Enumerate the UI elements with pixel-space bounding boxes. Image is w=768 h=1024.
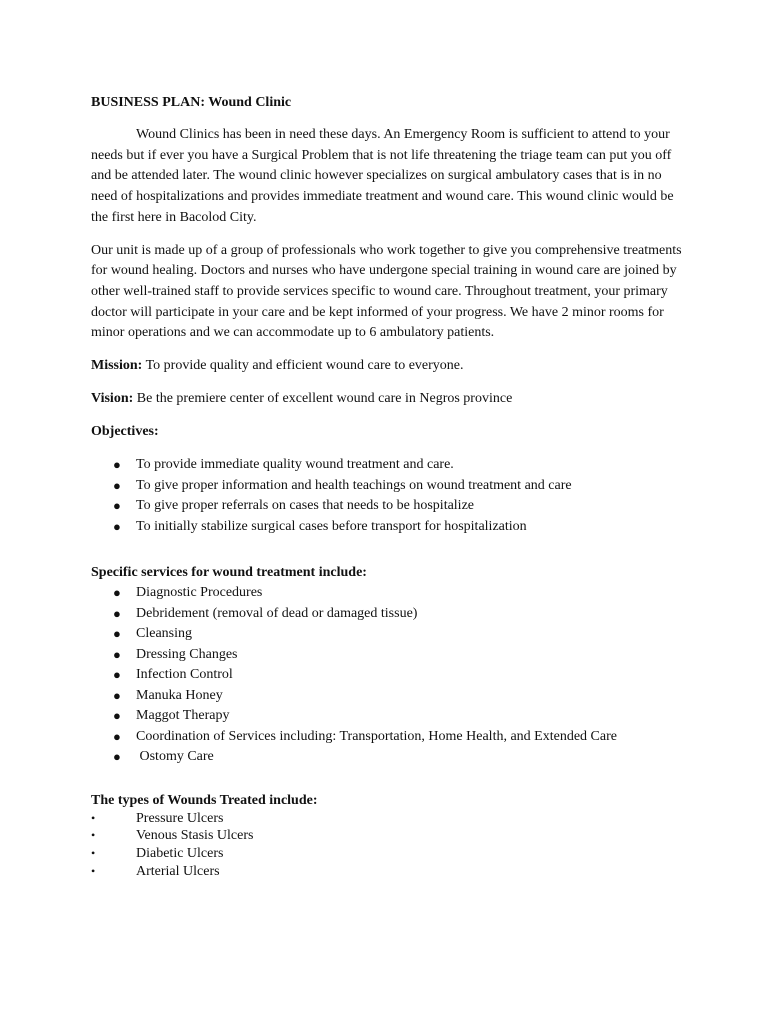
mission-text: To provide quality and efficient wound care to everyone. — [145, 358, 464, 374]
wound-types-list — [91, 810, 691, 881]
list-item: ● Coordination of Services including: Transportation, Home Health, and Extended Care — [91, 727, 691, 748]
bullet-icon: ● — [113, 708, 121, 724]
list-item: ● Debridement (removal of dead or damaged tissue) — [91, 604, 691, 625]
bullet-icon: • — [91, 810, 96, 825]
list-item: • Pressure Ulcers — [91, 810, 224, 826]
unit-paragraph: Our unit is made up of a group of professionals who work together to give you comprehensive treatments for wound healing. Doctors and nurses who have undergone special training in wound care are joined by other well-trained staff to provide services specific to wound care. Throughout treatment, your primary doctor will participate in your care and be kept informed of your progress. We have 2 minor rooms for minor operations and we can accommodate up to 6 ambulatory patients. — [91, 242, 682, 341]
bullet-icon: ● — [113, 477, 121, 493]
list-item: • Diabetic Ulcers — [91, 846, 224, 862]
bullet-icon: ● — [113, 585, 121, 601]
bullet-icon: ● — [113, 518, 121, 534]
list-item: ● Dressing Changes — [91, 645, 691, 666]
bullet-icon: ● — [113, 667, 121, 683]
list-item: • Venous Stasis Ulcers — [91, 828, 254, 844]
mission-label: Mission: — [91, 358, 143, 374]
vision-label: Vision: — [91, 391, 134, 407]
list-item: ● Infection Control — [91, 665, 691, 686]
bullet-icon: ● — [113, 498, 121, 514]
bullet-icon: • — [91, 828, 96, 843]
objectives-list — [91, 455, 691, 537]
list-item: ● Diagnostic Procedures — [91, 583, 691, 604]
list-item: ● To give proper information and health teachings on wound treatment and care — [91, 476, 691, 497]
list-item: ● Ostomy Care — [91, 747, 691, 768]
wound-types-heading: The types of Wounds Treated include: — [91, 792, 318, 808]
bullet-icon: ● — [113, 687, 121, 703]
bullet-icon: ● — [113, 646, 121, 662]
list-item: ● Cleansing — [91, 624, 691, 645]
list-item: ● Maggot Therapy — [91, 706, 691, 727]
intro-paragraph: Wound Clinics has been in need these days. An Emergency Room is sufficient to attend to your needs but if ever you have a Surgical Problem that is not life threatening the triage team can put you off and be attended later. The wound clinic however specializes on surgical ambulatory cases that is in no need of hospitalizations and provides immediate treatment and wound care. This wound clinic would be the first here in Bacolod City. — [91, 127, 674, 225]
mission-line — [91, 356, 691, 376]
document-body — [91, 93, 691, 881]
list-item: ● To provide immediate quality wound treatment and care. — [91, 455, 691, 476]
title-rest: Wound Clinic — [208, 95, 292, 110]
list-item: • Arterial Ulcers — [91, 863, 220, 879]
services-heading: Specific services for wound treatment include: — [91, 565, 367, 581]
services-list — [91, 583, 691, 768]
bullet-icon: • — [91, 846, 96, 861]
bullet-icon: ● — [113, 626, 121, 642]
bullet-icon: ● — [113, 605, 121, 621]
bullet-icon: • — [91, 863, 96, 878]
vision-text: Be the premiere center of excellent wound care in Negros province — [136, 391, 513, 407]
vision-line — [91, 389, 691, 409]
list-item: ● Manuka Honey — [91, 686, 691, 707]
bullet-icon: ● — [113, 457, 121, 473]
title-bold: BUSINESS PLAN: — [91, 95, 205, 110]
bullet-icon: ● — [113, 749, 121, 765]
objectives-heading: Objectives: — [91, 424, 159, 440]
list-item: ● To give proper referrals on cases that needs to be hospitalize — [91, 496, 691, 517]
list-item: ● To initially stabilize surgical cases before transport for hospitalization — [91, 517, 691, 538]
document-title — [91, 93, 691, 113]
bullet-icon: ● — [113, 728, 121, 744]
